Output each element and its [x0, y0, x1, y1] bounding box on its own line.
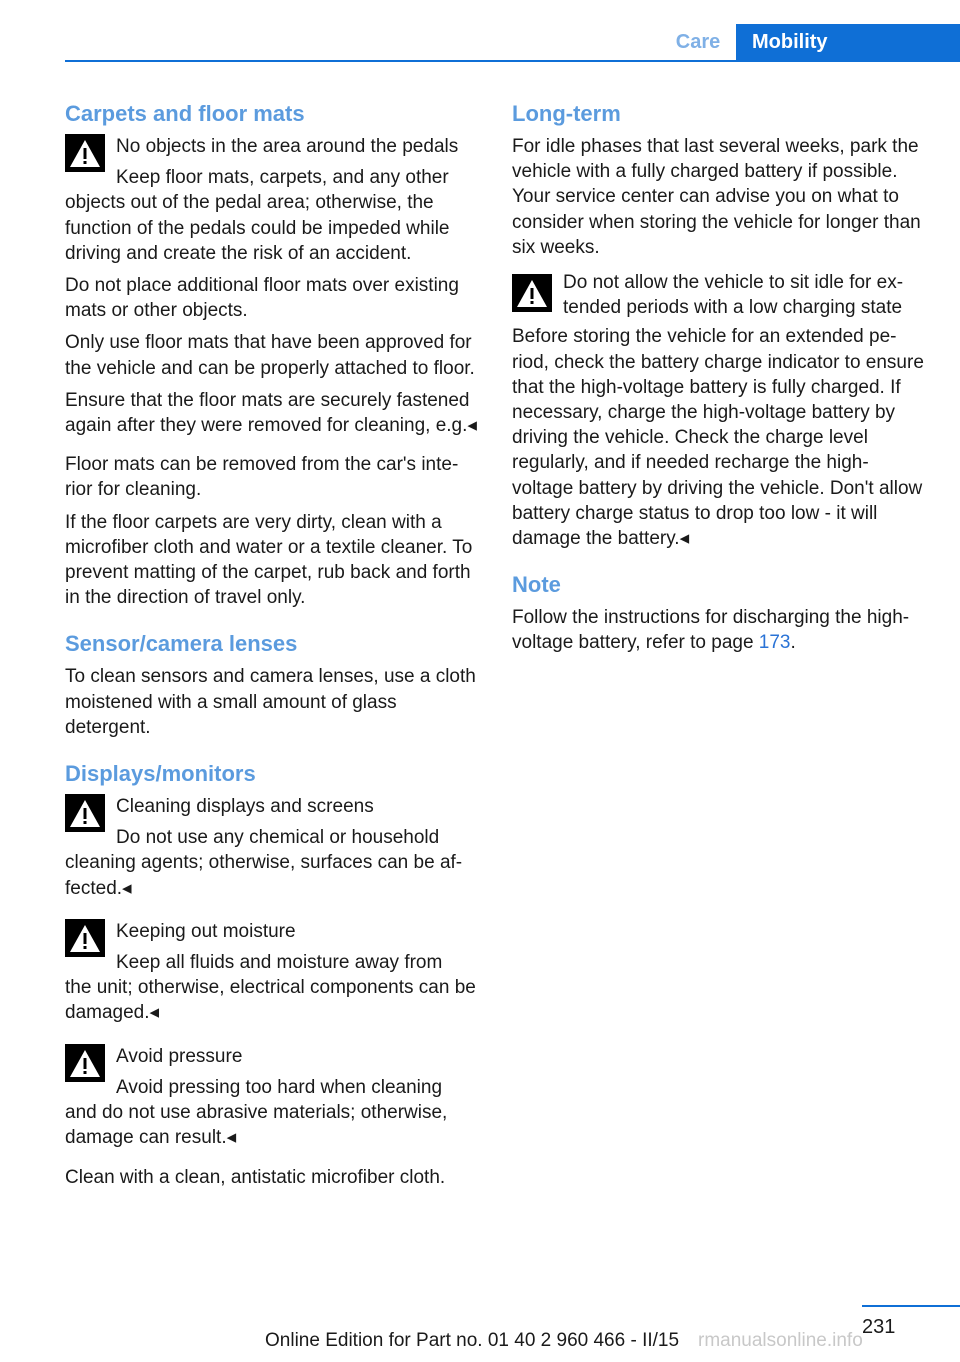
warning-triangle-icon	[65, 919, 105, 957]
paragraph: Clean with a clean, antistatic microfiber cloth.	[65, 1166, 446, 1188]
warning-text: Before storing the vehicle for an extended period, check the battery charge indicator to ensure that the high-voltage battery is fully charged. If necessary, charge the high-voltage battery by driving the vehicle. Check the charge level regularly, and if needed recharge the high-voltage battery by driving the vehicle. Don't allow battery charge status to drop too low - it will damage the battery.◂	[512, 326, 924, 550]
heading-sensor: Sensor/camera lenses	[65, 631, 298, 657]
warning-text: cleaning agents; otherwise, surfaces can be affected.◂	[65, 852, 463, 899]
warning-cleaning-displays	[65, 794, 479, 901]
warning-text: Keep all fluids and moisture away from	[116, 952, 443, 974]
paragraph: If the floor carpets are very dirty, clean with a microfiber cloth and water or a textile cleaner. To prevent matting of the carpet, rub back and forth in the direction of travel only.	[65, 511, 473, 609]
warning-triangle-icon	[512, 274, 552, 312]
heading-note: Note	[512, 572, 561, 598]
warning-title: Cleaning displays and screens	[116, 796, 374, 818]
left-column	[65, 100, 479, 1197]
warning-triangle-icon	[65, 794, 105, 832]
heading-long-term: Long-term	[512, 101, 621, 126]
warning-pressure	[65, 1044, 479, 1151]
warning-title: Do not allow the vehicle to sit idle for extended periods with a low charging state	[563, 272, 904, 319]
paragraph: Only use floor mats that have been approved for the vehicle and can be properly attached to floor.	[65, 332, 475, 379]
warning-text: Keep floor mats, carpets, and any other	[116, 167, 449, 189]
paragraph: Floor mats can be removed from the car's interior for cleaning.	[65, 454, 459, 501]
warning-triangle-icon	[65, 1044, 105, 1082]
warning-pedals	[65, 134, 479, 266]
warning-moisture	[65, 919, 479, 1026]
heading-carpets: Carpets and floor mats	[65, 101, 305, 126]
warning-text: the unit; otherwise, electrical components can be damaged.◂	[65, 977, 476, 1024]
note-text: Follow the instructions for discharging the high-voltage battery, refer to page	[512, 607, 910, 654]
warning-title: Keeping out moisture	[116, 920, 296, 942]
warning-title: Avoid pressure	[116, 1045, 243, 1067]
page-link[interactable]: 173	[758, 632, 791, 654]
page-number: 231	[862, 1316, 896, 1338]
paragraph: Do not place additional floor mats over existing mats or other objects.	[65, 275, 459, 322]
warning-idle	[512, 270, 926, 551]
edition-text: Online Edition for Part no. 01 40 2 960 466 - II/15	[265, 1330, 680, 1351]
note-text: .	[790, 632, 796, 654]
warning-text: and do not use abrasive materials; otherwise, damage can result.◂	[65, 1102, 448, 1149]
heading-displays: Displays/monitors	[65, 761, 256, 787]
watermark: rmanualsonline.info	[698, 1330, 863, 1351]
warning-text: Do not use any chemical or household	[116, 827, 440, 849]
warning-text: Avoid pressing too hard when cleaning	[116, 1076, 443, 1098]
right-column	[512, 100, 926, 663]
warning-title: No objects in the area around the pedals	[116, 136, 459, 157]
paragraph: To clean sensors and camera lenses, use a cloth moistened with a small amount of glass detergent.	[65, 666, 476, 738]
paragraph	[512, 605, 926, 655]
paragraph: For idle phases that last several weeks, park the vehicle with a fully charged battery if possible. Your service center can advise you on what to consider when storing the vehicle for longer than six weeks.	[512, 136, 921, 258]
tab-care[interactable]: Care	[675, 31, 721, 53]
tab-mobility[interactable]: Mobility	[736, 24, 960, 61]
paragraph: Ensure that the floor mats are securely fastened again after they were removed for cleaning, e.g.◂	[65, 389, 477, 437]
warning-text: objects out of the pedal area; otherwise, the function of the pedals could be impeded while driving and create the risk of an accident.	[65, 192, 450, 264]
footer-rule	[862, 1305, 960, 1307]
warning-triangle-icon	[65, 134, 105, 172]
